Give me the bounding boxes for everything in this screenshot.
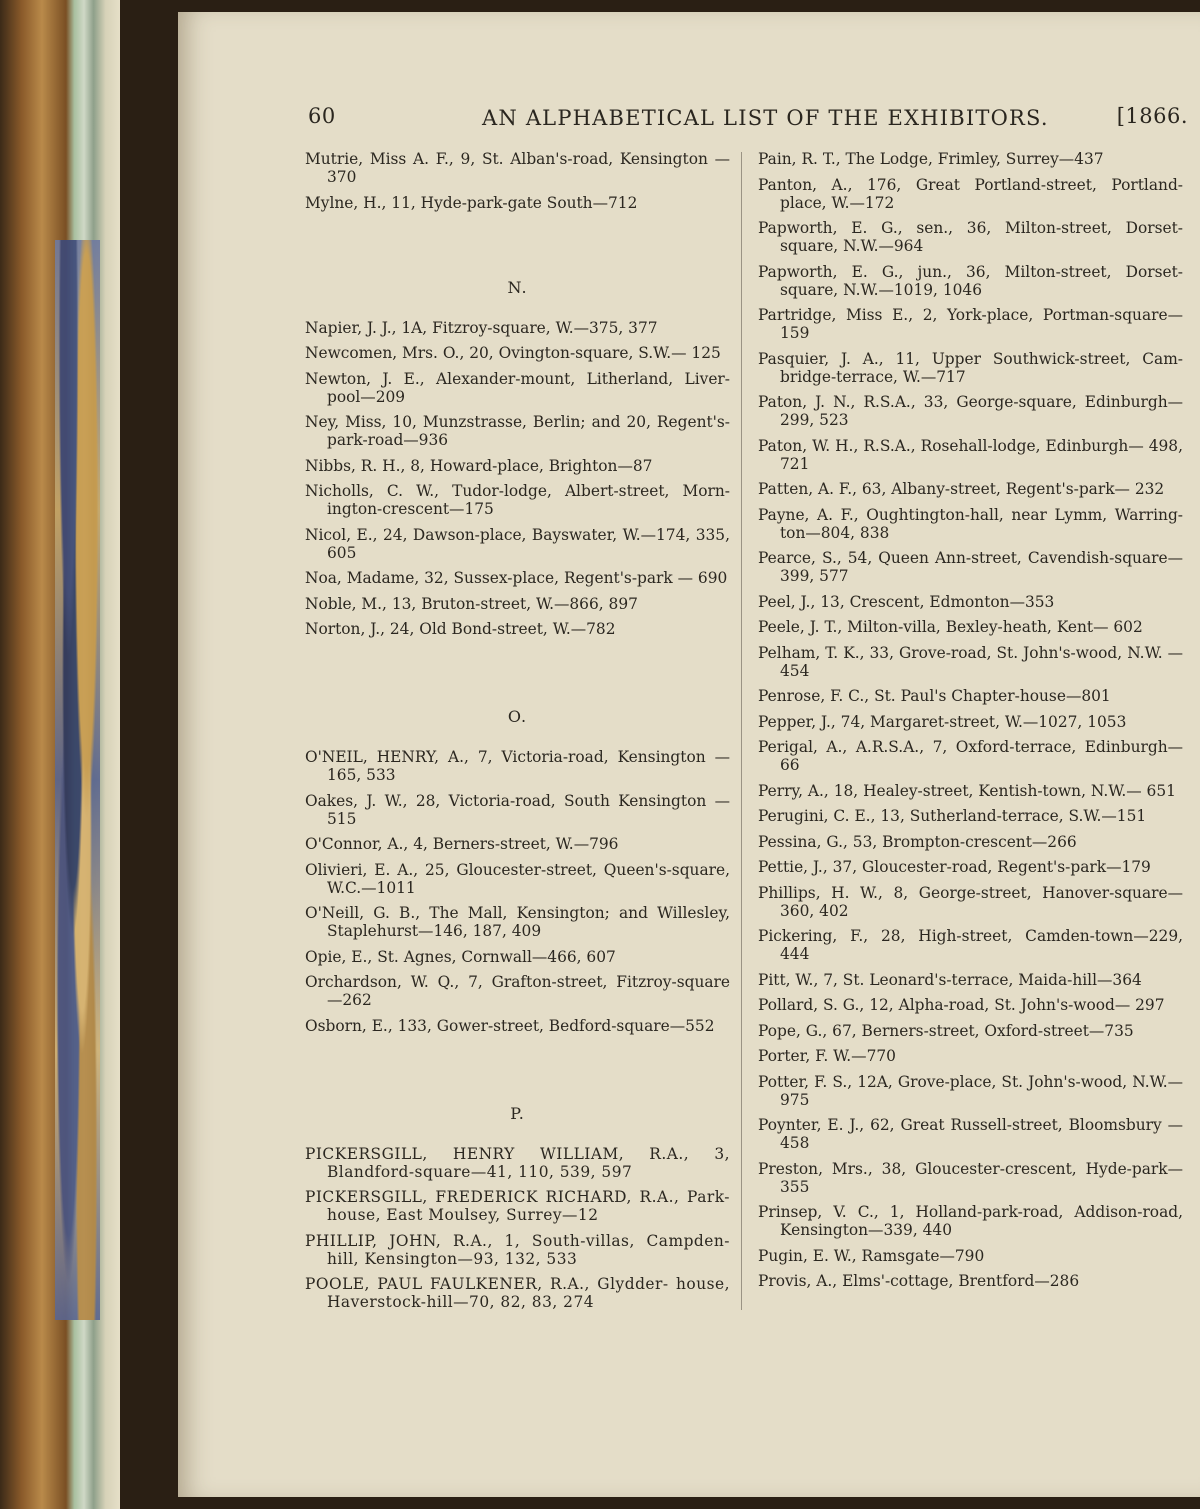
year: [1866.	[1116, 104, 1188, 128]
list-item: Pugin, E. W., Ramsgate—790	[758, 1246, 985, 1265]
list-item: Partridge, Miss E., 2, York-place, Portman-square— 159	[758, 306, 1183, 342]
list-item: Noa, Madame, 32, Sussex-place, Regent's-park — 690	[305, 569, 728, 587]
section-heading-o: O.	[507, 707, 528, 726]
list-item: Norton, J., 24, Old Bond-street, W.—782	[305, 620, 616, 638]
list-item: Mutrie, Miss A. F., 9, St. Alban's-road, Kensington —370	[305, 150, 730, 186]
list-item: Papworth, E. G., sen., 36, Milton-street, Dorset- square, N.W.—964	[758, 219, 1183, 255]
list-item: Ney, Miss, 10, Munzstrasse, Berlin; and 20, Regent's- park-road—936	[305, 413, 730, 449]
list-item: Perigal, A., A.R.S.A., 7, Oxford-terrace, Edinburgh— 66	[758, 738, 1183, 774]
list-item: Olivieri, E. A., 25, Gloucester-street, Queen's-square, W.C.—1011	[305, 860, 730, 897]
page-number: 60	[308, 104, 336, 128]
list-item: Noble, M., 13, Bruton-street, W.—866, 897	[305, 594, 638, 613]
marbled-endpaper	[55, 240, 100, 1320]
list-item: Patten, A. F., 63, Albany-street, Regent's-park— 232	[758, 480, 1165, 498]
list-item: Pessina, G., 53, Brompton-crescent—266	[758, 832, 1077, 851]
list-item: Provis, A., Elms'-cottage, Brentford—286	[758, 1272, 1080, 1290]
list-item: Perry, A., 18, Healey-street, Kentish-town, N.W.— 651	[758, 781, 1176, 800]
list-item: Prinsep, V. C., 1, Holland-park-road, Addison-road, Kensington—339, 440	[758, 1203, 1183, 1239]
list-item: Nicholls, C. W., Tudor-lodge, Albert-street, Morn- ington-crescent—175	[305, 482, 730, 518]
section-heading-p: P.	[510, 1103, 525, 1123]
list-item: Preston, Mrs., 38, Gloucester-crescent, Hyde-park— 355	[758, 1159, 1183, 1196]
list-item: Orchardson, W. Q., 7, Grafton-street, Fitzroy-square —262	[305, 973, 730, 1009]
right-column	[758, 150, 1183, 1298]
list-item: O'Connor, A., 4, Berners-street, W.—796	[305, 835, 619, 853]
list-item: Papworth, E. G., jun., 36, Milton-street, Dorset- square, N.W.—1019, 1046	[758, 262, 1183, 299]
list-item: Nibbs, R. H., 8, Howard-place, Brighton—87	[305, 456, 653, 475]
list-item: Mylne, H., 11, Hyde-park-gate South—712	[305, 193, 638, 212]
list-item: Pain, R. T., The Lodge, Frimley, Surrey—437	[758, 150, 1104, 168]
page-title: AN ALPHABETICAL LIST OF THE EXHIBITORS.	[482, 106, 1049, 130]
list-item: Payne, A. F., Oughtington-hall, near Lymm, Warring- ton—804, 838	[758, 505, 1183, 542]
list-item: PICKERSGILL, HENRY WILLIAM, R.A., 3, Blandford-square—41, 110, 539, 597	[305, 1144, 730, 1181]
list-item: Pollard, S. G., 12, Alpha-road, St. John's-wood— 297	[758, 996, 1165, 1014]
list-item: Opie, E., St. Agnes, Cornwall—466, 607	[305, 947, 616, 966]
list-item: O'NEIL, HENRY, A., 7, Victoria-road, Kensington —165, 533	[305, 748, 730, 784]
list-item: Pitt, W., 7, St. Leonard's-terrace, Maida-hill—364	[758, 970, 1142, 989]
list-item: Pepper, J., 74, Margaret-street, W.—1027, 1053	[758, 712, 1127, 731]
list-item: Pettie, J., 37, Gloucester-road, Regent's-park—179	[758, 858, 1151, 876]
list-item: Newton, J. E., Alexander-mount, Litherland, Liver- pool—209	[305, 369, 730, 406]
list-item: Pasquier, J. A., 11, Upper Southwick-street, Cam- bridge-terrace, W.—717	[758, 349, 1183, 386]
list-item: Nicol, E., 24, Dawson-place, Bayswater, W.—174, 335, 605	[305, 525, 730, 562]
list-item: Napier, J. J., 1A, Fitzroy-square, W.—375, 377	[305, 318, 658, 337]
list-item: Poynter, E. J., 62, Great Russell-street, Bloomsbury —458	[758, 1116, 1183, 1152]
list-item: Pickering, F., 28, High-street, Camden-town—229, 444	[758, 927, 1183, 963]
list-item: Panton, A., 176, Great Portland-street, Portland- place, W.—172	[758, 175, 1183, 212]
list-item: Pelham, T. K., 33, Grove-road, St. John's-wood, N.W. —454	[758, 643, 1183, 680]
list-item: Newcomen, Mrs. O., 20, Ovington-square, S.W.— 125	[305, 344, 721, 362]
list-item: Penrose, F. C., St. Paul's Chapter-house—801	[758, 687, 1111, 705]
left-column	[305, 150, 730, 1319]
list-item: Phillips, H. W., 8, George-street, Hanover-square— 360, 402	[758, 883, 1183, 920]
list-item: Peel, J., 13, Crescent, Edmonton—353	[758, 592, 1055, 611]
list-item: Potter, F. S., 12A, Grove-place, St. John's-wood, N.W.—975	[758, 1072, 1183, 1109]
list-item: PHILLIP, JOHN, R.A., 1, South-villas, Campden- hill, Kensington—93, 132, 533	[305, 1231, 730, 1268]
running-header	[308, 104, 1188, 138]
list-item: Pope, G., 67, Berners-street, Oxford-street—735	[758, 1021, 1134, 1040]
list-item: Paton, W. H., R.S.A., Rosehall-lodge, Edinburgh— 498, 721	[758, 436, 1183, 473]
list-item: Paton, J. N., R.S.A., 33, George-square, Edinburgh— 299, 523	[758, 393, 1183, 429]
section-heading-n: N.	[507, 277, 528, 297]
list-item: Porter, F. W.—770	[758, 1047, 896, 1065]
list-item: Peele, J. T., Milton-villa, Bexley-heath, Kent— 602	[758, 618, 1143, 636]
list-item: Perugini, C. E., 13, Sutherland-terrace, S.W.—151	[758, 807, 1147, 825]
list-item: POOLE, PAUL FAULKENER, R.A., Glydder- house, Haverstock-hill—70, 82, 83, 274	[305, 1275, 730, 1311]
list-item: PICKERSGILL, FREDERICK RICHARD, R.A., Park-house, East Moulsey, Surrey—12	[305, 1188, 730, 1224]
list-item: O'Neill, G. B., The Mall, Kensington; and Willesley, Staplehurst—146, 187, 409	[305, 904, 730, 940]
list-item: Pearce, S., 54, Queen Ann-street, Cavendish-square— 399, 577	[758, 549, 1183, 585]
list-item: Oakes, J. W., 28, Victoria-road, South Kensington —515	[305, 791, 730, 828]
list-item: Osborn, E., 133, Gower-street, Bedford-square—552	[305, 1016, 715, 1035]
column-divider	[741, 152, 742, 1310]
